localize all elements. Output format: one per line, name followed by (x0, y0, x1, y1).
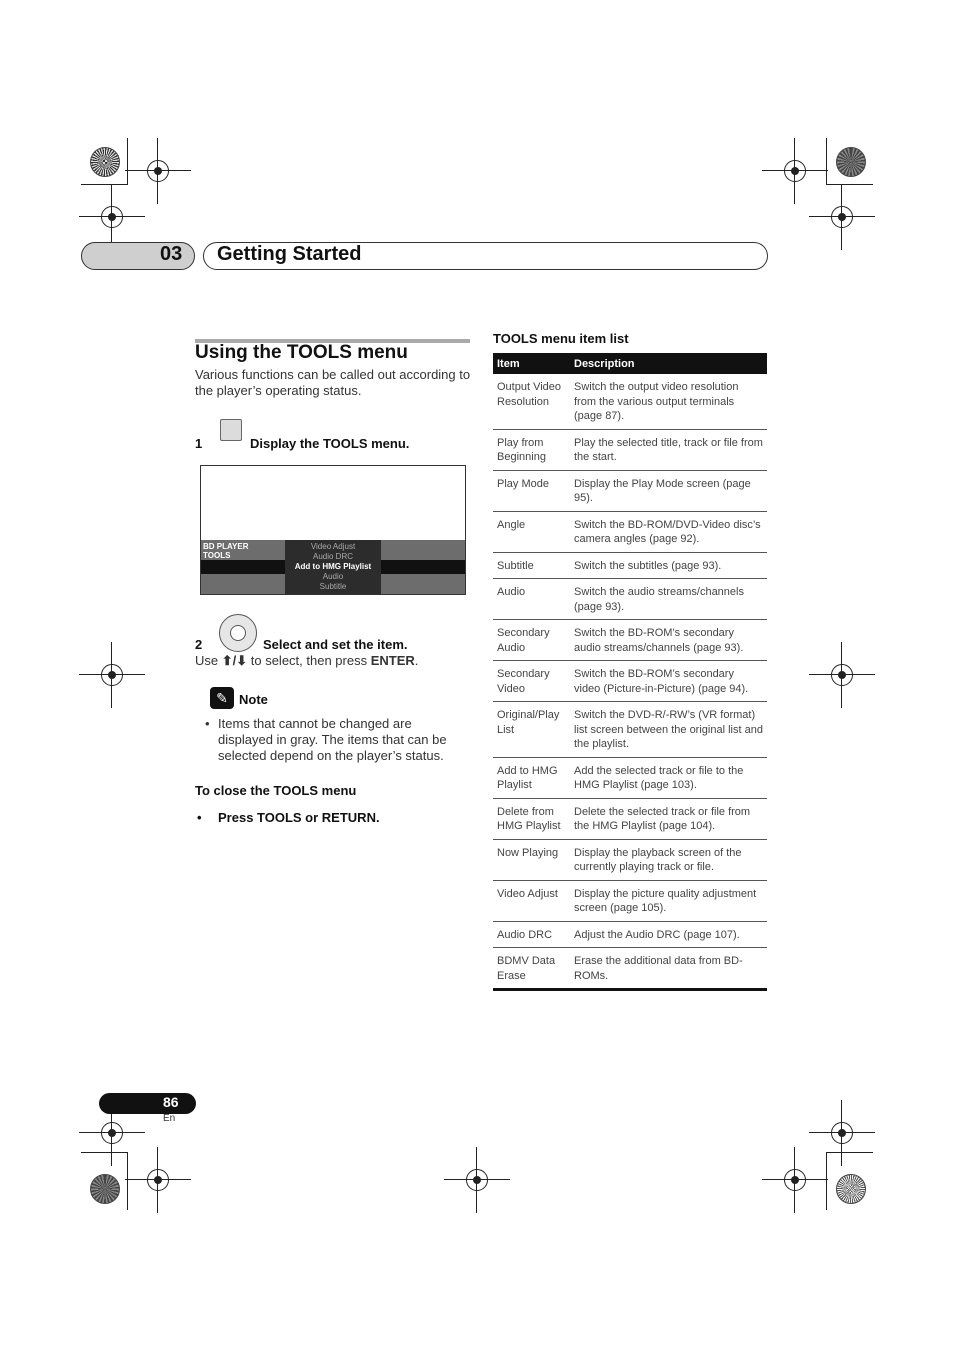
table-row (493, 470, 767, 511)
description-cell: Switch the BD-ROM’s secondary video (Picture-in-Picture) (page 94). (570, 661, 767, 702)
table-row (493, 921, 767, 948)
step-2-text-suffix: . (414, 653, 419, 668)
table-row (493, 948, 767, 990)
chapter-title: Getting Started (217, 243, 362, 265)
step-2-text-prefix: Use (195, 653, 222, 668)
item-cell: Output Video Resolution (493, 374, 570, 429)
table-row (493, 661, 767, 702)
step-2-instructions (195, 653, 475, 669)
item-cell: Secondary Video (493, 661, 570, 702)
color-registration-rosette (90, 1174, 120, 1204)
trim-line (826, 184, 873, 185)
description-cell: Erase the additional data from BD-ROMs. (570, 948, 767, 990)
item-cell: Video Adjust (493, 880, 570, 921)
description-cell: Delete the selected track or file from the HMG Playlist (page 104). (570, 798, 767, 839)
note-text: Items that cannot be changed are displayed in gray. The items that can be selected depend on the player’s status. (218, 716, 447, 763)
osd-menu-item: Audio (322, 572, 344, 581)
pencil-note-icon: ✎ (210, 687, 234, 709)
osd-title-line2: TOOLS (203, 551, 231, 560)
page-number: 86 (163, 1094, 179, 1110)
step-2-text-mid: to select, then press (247, 653, 371, 668)
note-bullet: • (205, 716, 210, 731)
item-cell: Angle (493, 511, 570, 552)
description-cell: Switch the BD-ROM’s secondary audio streams/channels (page 93). (570, 620, 767, 661)
tools-button-icon (220, 419, 242, 441)
description-cell: Switch the subtitles (page 93). (570, 552, 767, 579)
trim-line (81, 184, 128, 185)
trim-line (127, 138, 128, 184)
step-1-label: Display the TOOLS menu. (250, 436, 410, 451)
item-cell: Original/Play List (493, 702, 570, 758)
enter-key-label: ENTER (370, 653, 415, 668)
trim-line (826, 138, 827, 184)
close-menu-bullet: • (197, 810, 202, 825)
table-title: TOOLS menu item list (493, 331, 629, 346)
item-cell: Play Mode (493, 470, 570, 511)
table-row (493, 429, 767, 470)
tools-item-table (493, 353, 767, 991)
color-registration-rosette (836, 147, 866, 177)
table-row (493, 880, 767, 921)
section-title: Using the TOOLS menu (195, 342, 408, 363)
description-cell: Display the Play Mode screen (page 95). (570, 470, 767, 511)
page-language: En (163, 1113, 176, 1124)
item-cell: Now Playing (493, 839, 570, 880)
column-header-description: Description (570, 353, 767, 374)
step-2-number: 2 (195, 637, 203, 652)
color-registration-rosette (90, 147, 120, 177)
osd-title-line1: BD PLAYER (203, 542, 249, 551)
table-row (493, 798, 767, 839)
description-cell: Switch the BD-ROM/DVD-Video disc’s camera angles (page 92). (570, 511, 767, 552)
close-menu-heading: To close the TOOLS menu (195, 783, 357, 798)
table-row (493, 757, 767, 798)
description-cell: Switch the audio streams/channels (page 93). (570, 579, 767, 620)
trim-line (127, 1152, 128, 1210)
trim-line (81, 1152, 128, 1153)
section-intro: Various functions can be called out according to the player’s operating status. (195, 367, 471, 398)
item-cell: BDMV Data Erase (493, 948, 570, 990)
item-cell: Delete from HMG Playlist (493, 798, 570, 839)
osd-menu-item: Video Adjust (310, 542, 356, 551)
osd-title (203, 542, 249, 560)
description-cell: Display the picture quality adjustment screen (page 105). (570, 880, 767, 921)
item-cell: Secondary Audio (493, 620, 570, 661)
color-registration-rosette (836, 1174, 866, 1204)
description-cell: Adjust the Audio DRC (page 107). (570, 921, 767, 948)
enter-button-icon (230, 625, 246, 641)
up-down-arrows-icon: ⬆/⬇ (221, 653, 248, 668)
item-cell: Audio (493, 579, 570, 620)
step-2-label: Select and set the item. (263, 637, 408, 652)
table-header-row (493, 353, 767, 374)
osd-menu-item: Subtitle (319, 582, 347, 591)
table-row (493, 620, 767, 661)
table-row (493, 552, 767, 579)
osd-menu-item: Audio DRC (312, 552, 353, 561)
description-cell: Switch the DVD-R/-RW’s (VR format) list screen between the original list and the playlist. (570, 702, 767, 758)
close-menu-instruction: Press TOOLS or RETURN. (218, 810, 380, 825)
description-cell: Display the playback screen of the currently playing track or file. (570, 839, 767, 880)
item-cell: Audio DRC (493, 921, 570, 948)
description-cell: Switch the output video resolution from the various output terminals (page 87). (570, 374, 767, 429)
chapter-number: 03 (160, 243, 183, 265)
item-cell: Subtitle (493, 552, 570, 579)
note-label: Note (239, 692, 268, 707)
table-row (493, 702, 767, 758)
tools-menu-screen (200, 465, 466, 595)
table-row (493, 374, 767, 429)
page-number-pill (99, 1093, 196, 1114)
table-row (493, 579, 767, 620)
description-cell: Add the selected track or file to the HMG Playlist (page 103). (570, 757, 767, 798)
trim-line (826, 1152, 873, 1153)
direction-pad-icon (219, 614, 257, 652)
step-1-number: 1 (195, 436, 203, 451)
column-header-item: Item (493, 353, 570, 374)
description-cell: Play the selected title, track or file from the start. (570, 429, 767, 470)
item-cell: Play from Beginning (493, 429, 570, 470)
osd-menu-item-selected: Add to HMG Playlist (294, 562, 372, 571)
table-row (493, 839, 767, 880)
trim-line (826, 1152, 827, 1210)
table-row (493, 511, 767, 552)
item-cell: Add to HMG Playlist (493, 757, 570, 798)
